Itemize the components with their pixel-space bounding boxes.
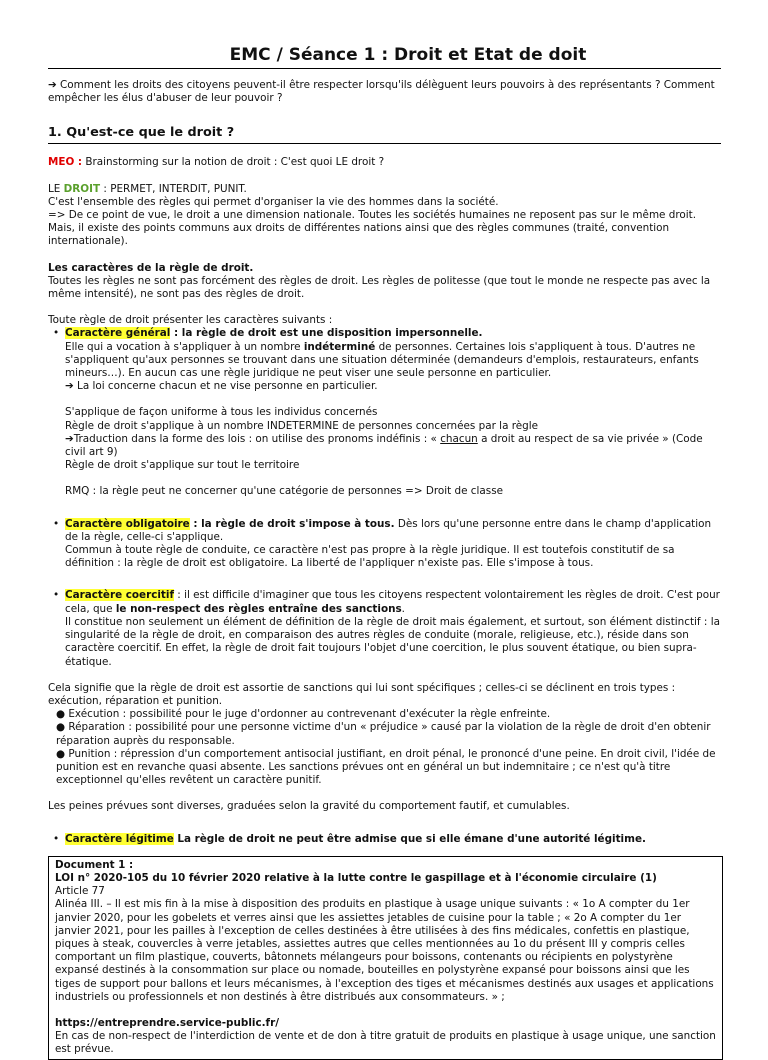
le-text: LE bbox=[48, 182, 64, 195]
legitime-rest: La règle de droit ne peut être admise que si elle émane d'une autorité légitime. bbox=[173, 832, 646, 845]
document-law-title: LOI n° 2020-105 du 10 février 2020 relative à la lutte contre le gaspillage et à l'économie circulaire (1) bbox=[55, 871, 657, 884]
intro-text: Comment les droits des citoyens peuvent-il être respecter lorsqu'ils délèguent leurs pouvoirs à des représentants ? Comment empêcher les élus d'abuser de leur pouvoir ? bbox=[48, 79, 715, 105]
caracteres-list-3 bbox=[48, 589, 768, 615]
obligatoire-text: Commun à toute règle de conduite, ce caractère n'est pas propre à la règle juridique. Il est toutefois constitutif de sa définition : la règle de droit est obligatoire. La liberté de l'appliquer n'existe pas. Elle s'impose à tous. bbox=[65, 544, 675, 570]
general-t1b: indéterminé bbox=[303, 340, 376, 353]
bullet-icon: • bbox=[53, 327, 60, 340]
bullet-icon: • bbox=[53, 832, 60, 845]
sanction-reparation: ● Réparation : possibilité pour une personne victime d'un « préjudice » causé par la violation de la règle de droit d'en obtenir réparation auprès du responsable. bbox=[56, 721, 711, 747]
general-t1a: Elle qui a vocation à s'appliquer à un nombre bbox=[65, 340, 304, 353]
general-t5a: Traduction dans la forme des lois : on utilise des pronoms indéfinis : « bbox=[73, 432, 441, 445]
sanction-punition: ● Punition : répression d'un comportement antisocial justifiant, en droit pénal, le prononcé d'une peine. En droit civil, l'idée de punition est en revanche quasi absente. Les sanctions prévues ont en général un but indemnitaire ; ce n'est qu'à titre exceptionnel qu'elles revêtent un caractère punitif. bbox=[56, 747, 716, 787]
list-item-obligatoire bbox=[48, 518, 720, 544]
coercitif-text: Il constitue non seulement un élément de définition de la règle de droit mais également, et surtout, son élément distinctif : la singularité de la règle de droit, en comparaison des autres règles de conduite (morale, religieuse, etc.), réside dans son caractère coercitif. En effet, la règle de droit fait toujours l'objet d'une coercition, le plus souvent étatique, ou bien supra-étatique. bbox=[65, 615, 720, 668]
bullet-icon: • bbox=[53, 589, 60, 602]
general-text-4: Règle de droit s'applique à un nombre INDETERMINE de personnes concernées par la règle bbox=[65, 419, 539, 432]
document-alinea: Alinéa III. – Il est mis fin à la mise à disposition des produits en plastique à usage unique suivants : « 1o A compter du 1er janvier 2020, pour les gobelets et verres ainsi que les assiettes jetables de cuisine pour la table ; « 2o A compter du 1er janvier 2021, pour les pailles à l'exception de celles destinées à être utilisées à des fins médicales, confettis en plastique, piques à steak, couvercles à verre jetables, assiettes autres que celles mentionnées au 1o du présent III y compris celles comportant un film plastique, couverts, bâtonnets mélangeurs pour boissons, contenants ou récipients en polystyrène expansé destinés à la consommation sur place ou nomade, bouteilles en polystyrène expansé pour boissons ainsi que les tiges de support pour ballons et leurs mécanismes, à l'exception des tiges et mécanismes destinés aux usages et applications industriels ou professionnels et non destinés à être distribués aux consommateurs. » ; bbox=[55, 898, 714, 1003]
peines-text: Les peines prévues sont diverses, graduées selon la gravité du comportement fautif, et cumulables. bbox=[48, 800, 570, 813]
droit-definition-2: => De ce point de vue, le droit a une dimension nationale. Toutes les sociétés humaines ne reposent pas sur le même droit. Mais, il existe des points communs aux droits de différentes nations ainsi que des règles communes (traité, convention internationale). bbox=[48, 209, 697, 248]
coercitif-bold: le non-respect des règles entraîne des sanctions bbox=[115, 602, 402, 615]
list-item-legitime bbox=[48, 833, 720, 846]
document-page bbox=[48, 0, 768, 1060]
droit-line bbox=[48, 183, 720, 196]
document-box bbox=[48, 856, 723, 1060]
meo-text: Brainstorming sur la notion de droit : C'est quoi LE droit ? bbox=[82, 156, 385, 169]
caractere-obligatoire-label: Caractère obligatoire bbox=[65, 517, 190, 530]
caracteres-list-2 bbox=[48, 518, 768, 544]
caracteres-text: Toutes les règles ne sont pas forcément des règles de droit. Les règles de politesse (que tout le monde ne respecte pas avec la même intensité), ne sont pas des règles de droit. bbox=[48, 274, 711, 301]
list-item-general bbox=[48, 327, 720, 340]
arrow-icon: ➔ bbox=[48, 79, 57, 91]
title-divider bbox=[48, 68, 721, 69]
toute-regle: Toute règle de droit présenter les caractères suivants : bbox=[48, 314, 333, 327]
page-title: EMC / Séance 1 : Droit et Etat de doit bbox=[229, 45, 587, 65]
coercitif-dot: . bbox=[401, 602, 405, 615]
coercitif-rest: : il est difficile d'imaginer que tous les citoyens respectent volontairement les règles de droit. C'est pour cela, que bbox=[65, 589, 720, 615]
section-divider bbox=[48, 143, 721, 144]
general-text-6: Règle de droit s'applique sur tout le territoire bbox=[65, 459, 300, 472]
caracteres-list bbox=[48, 327, 768, 340]
document-source-text: En cas de non-respect de l'interdiction de vente et de don à titre gratuit de produits en plastique à usage unique, une sanction est prévue. bbox=[55, 1030, 716, 1056]
droit-definition: C'est l'ensemble des règles qui permet d'organiser la vie des hommes dans la société. bbox=[48, 195, 499, 208]
droit-word: DROIT bbox=[63, 182, 101, 195]
general-t2: La loi concerne chacun et ne vise personne en particulier. bbox=[77, 380, 378, 393]
caractere-general-label: Caractère général bbox=[65, 327, 171, 340]
sanction-execution: ● Exécution : possibilité pour le juge d'ordonner au contrevenant d'exécuter la règle enfreinte. bbox=[56, 708, 551, 721]
general-text-5 bbox=[48, 433, 720, 459]
caractere-legitime-label: Caractère légitime bbox=[65, 832, 174, 845]
arrow-icon: ➔ bbox=[65, 432, 74, 445]
list-item-coercitif bbox=[48, 589, 720, 615]
general-t5b: chacun bbox=[440, 432, 478, 445]
bullet-icon: • bbox=[53, 517, 60, 530]
document-source: https://entreprendre.service-public.fr/ bbox=[55, 1016, 279, 1029]
intro-question bbox=[48, 79, 720, 105]
document-heading: Document 1 : bbox=[55, 858, 134, 871]
general-t1c: de personnes. Certaines lois s'appliquent à tous. D'autres ne s'appliquent qu'aux personnes se trouvant dans une situation déterminée (demandeurs d'emplois, restaurateurs, enfants mineurs…). En aucun cas une règle juridique ne peut viser une seule personne en particulier. bbox=[65, 340, 699, 380]
general-text-3: S'applique de façon uniforme à tous les individus concernés bbox=[65, 406, 378, 419]
general-text-2 bbox=[48, 380, 720, 393]
general-text-1 bbox=[48, 341, 720, 381]
caractere-general-lead: : la règle de droit est une disposition impersonnelle. bbox=[170, 327, 483, 340]
document-article: Article 77 bbox=[55, 885, 105, 898]
droit-rest: : PERMET, INTERDIT, PUNIT. bbox=[100, 182, 247, 195]
section-heading: 1. Qu'est-ce que le droit ? bbox=[48, 125, 235, 141]
caracteres-list-4 bbox=[48, 833, 768, 846]
meo-label: MEO : bbox=[48, 156, 83, 169]
caractere-coercitif-label: Caractère coercitif bbox=[65, 589, 174, 602]
obligatoire-rest: Dès lors qu'une personne entre dans le champ d'application de la règle, celle-ci s'applique. bbox=[65, 517, 712, 543]
meo-line bbox=[48, 156, 720, 169]
general-t5c: a droit au respect de sa vie privée » (Code civil art 9) bbox=[65, 432, 703, 459]
sanctions-text: Cela signifie que la règle de droit est assortie de sanctions qui lui sont spécifiques ; celles-ci se déclinent en trois types : exécution, réparation et punition. bbox=[48, 681, 676, 707]
caracteres-heading: Les caractères de la règle de droit. bbox=[48, 261, 254, 274]
obligatoire-lead: : la règle de droit s'impose à tous. bbox=[189, 517, 395, 530]
general-rmq: RMQ : la règle peut ne concerner qu'une catégorie de personnes => Droit de classe bbox=[65, 485, 503, 498]
arrow-icon: ➔ bbox=[65, 380, 74, 393]
